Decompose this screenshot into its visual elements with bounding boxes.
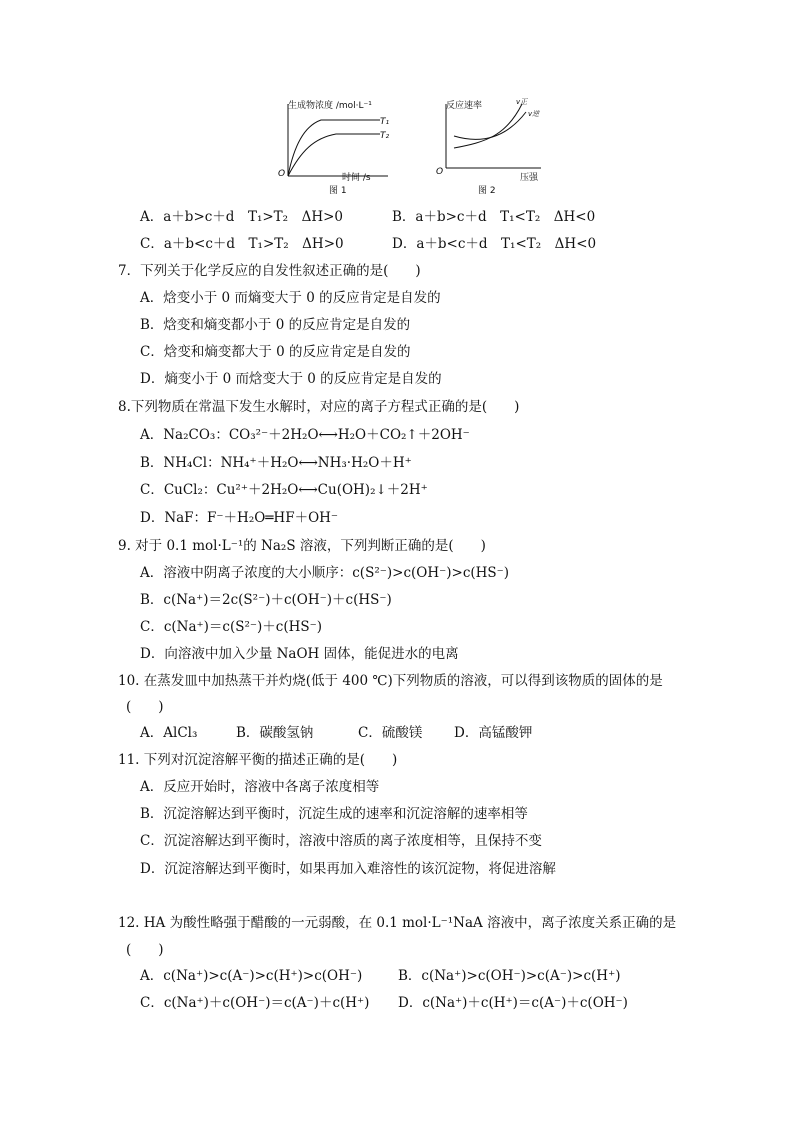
q11-option-a: A．反应开始时，溶液中各离子浓度相等: [140, 779, 380, 795]
figure-2: [436, 96, 566, 201]
q10-option-a: A．AlCl₃: [140, 725, 198, 741]
q10-options: [140, 724, 532, 742]
fig1-label-t2: T₂: [380, 131, 390, 141]
fig2-origin: O: [436, 167, 444, 177]
q8-option-d: D．NaF：F⁻＋H₂O═HF＋OH⁻: [140, 510, 339, 526]
q10-option-b: B．碳酸氢钠: [236, 725, 314, 741]
q6-option-d: D．a＋b<c＋d T₁<T₂ ΔH<0: [392, 236, 597, 252]
q10-stem-continued: ( ): [126, 699, 164, 715]
q6-option-c: C．a＋b<c＋d T₁>T₂ ΔH>0: [140, 236, 344, 252]
fig2-ylabel: 反应速率: [446, 101, 483, 111]
q7-stem: 7．下列关于化学反应的自发性叙述正确的是( ): [118, 263, 421, 279]
fig1-curve-t2: [288, 134, 380, 176]
q12-option-a: A．c(Na⁺)>c(A⁻)>c(H⁺)>c(OH⁻): [140, 968, 363, 984]
q8-option-a: A．Na₂CO₃：CO₃²⁻＋2H₂O⟷H₂O＋CO₂↑＋2OH⁻: [140, 427, 470, 443]
q10-option-c: C．硫酸镁: [358, 725, 423, 741]
fig2-label-v-forward: v正: [516, 98, 528, 106]
q12-stem-continued: ( ): [126, 942, 164, 958]
q11-option-c: C．沉淀溶解达到平衡时，溶液中溶质的离子浓度相等，且保持不变: [140, 833, 542, 849]
fig1-origin: O: [278, 169, 286, 179]
q8-stem: 8.下列物质在常温下发生水解时，对应的离子方程式正确的是( ): [118, 399, 520, 415]
q9-option-b: B．c(Na⁺)＝2c(S²⁻)＋c(OH⁻)＋c(HS⁻): [140, 592, 392, 608]
fig1-caption: 图 1: [329, 186, 347, 196]
q6-option-a: A．a＋b>c＋d T₁>T₂ ΔH>0: [140, 209, 344, 225]
q11-option-d: D．沉淀溶解达到平衡时，如果再加入难溶性的该沉淀物，将促进溶解: [140, 861, 556, 877]
q9-stem: 9. 对于 0.1 mol·L⁻¹的 Na₂S 溶液，下列判断正确的是( ): [118, 538, 486, 554]
q7-option-a: A．焓变小于 0 而熵变大于 0 的反应肯定是自发的: [140, 290, 441, 306]
q11-option-b: B．沉淀溶解达到平衡时，沉淀生成的速率和沉淀溶解的速率相等: [140, 806, 528, 822]
q11-stem: 11. 下列对沉淀溶解平衡的描述正确的是( ): [118, 752, 398, 768]
fig2-caption: 图 2: [478, 186, 496, 196]
q12-stem: 12. HA 为酸性略强于醋酸的一元弱酸，在 0.1 mol·L⁻¹NaA 溶液中，离子浓度关系正确的是: [118, 915, 677, 931]
q9-option-c: C．c(Na⁺)＝c(S²⁻)＋c(HS⁻): [140, 619, 323, 635]
q9-option-a: A．溶液中阴离子浓度的大小顺序：c(S²⁻)>c(OH⁻)>c(HS⁻): [140, 565, 510, 581]
fig1-label-t1: T₁: [380, 117, 390, 127]
figure-1: [276, 96, 396, 201]
q12-option-c: C．c(Na⁺)＋c(OH⁻)＝c(A⁻)＋c(H⁺): [140, 995, 370, 1011]
fig1-ylabel: 生成物浓度 /mol·L⁻¹: [288, 101, 372, 111]
q8-option-b: B．NH₄Cl：NH₄⁺＋H₂O⟷NH₃·H₂O＋H⁺: [140, 455, 412, 471]
q12-option-b: B．c(Na⁺)>c(OH⁻)>c(A⁻)>c(H⁺): [398, 968, 621, 984]
q10-option-d: D．高锰酸钾: [454, 725, 533, 741]
fig1-xlabel: 时间 /s: [342, 173, 371, 183]
figure-row: [276, 96, 576, 201]
fig2-label-v-reverse: v逆: [528, 110, 540, 118]
q8-option-c: C．CuCl₂：Cu²⁺＋2H₂O⟷Cu(OH)₂↓＋2H⁺: [140, 482, 428, 498]
q6-option-b: B．a＋b>c＋d T₁<T₂ ΔH<0: [392, 209, 596, 225]
q10-stem: 10. 在蒸发皿中加热蒸干并灼烧(低于 400 ℃)下列物质的溶液，可以得到该物质的固体的是: [118, 673, 663, 689]
q9-option-d: D．向溶液中加入少量 NaOH 固体，能促进水的电离: [140, 646, 459, 662]
fig2-xlabel: 压强: [520, 173, 539, 183]
q7-option-d: D．熵变小于 0 而焓变大于 0 的反应肯定是自发的: [140, 371, 442, 387]
q12-option-d: D．c(Na⁺)＋c(H⁺)＝c(A⁻)＋c(OH⁻): [398, 995, 628, 1011]
q7-option-c: C．焓变和熵变都大于 0 的反应肯定是自发的: [140, 344, 411, 360]
fig1-curve-t1: [288, 120, 380, 176]
q7-option-b: B．焓变和熵变都小于 0 的反应肯定是自发的: [140, 317, 411, 333]
